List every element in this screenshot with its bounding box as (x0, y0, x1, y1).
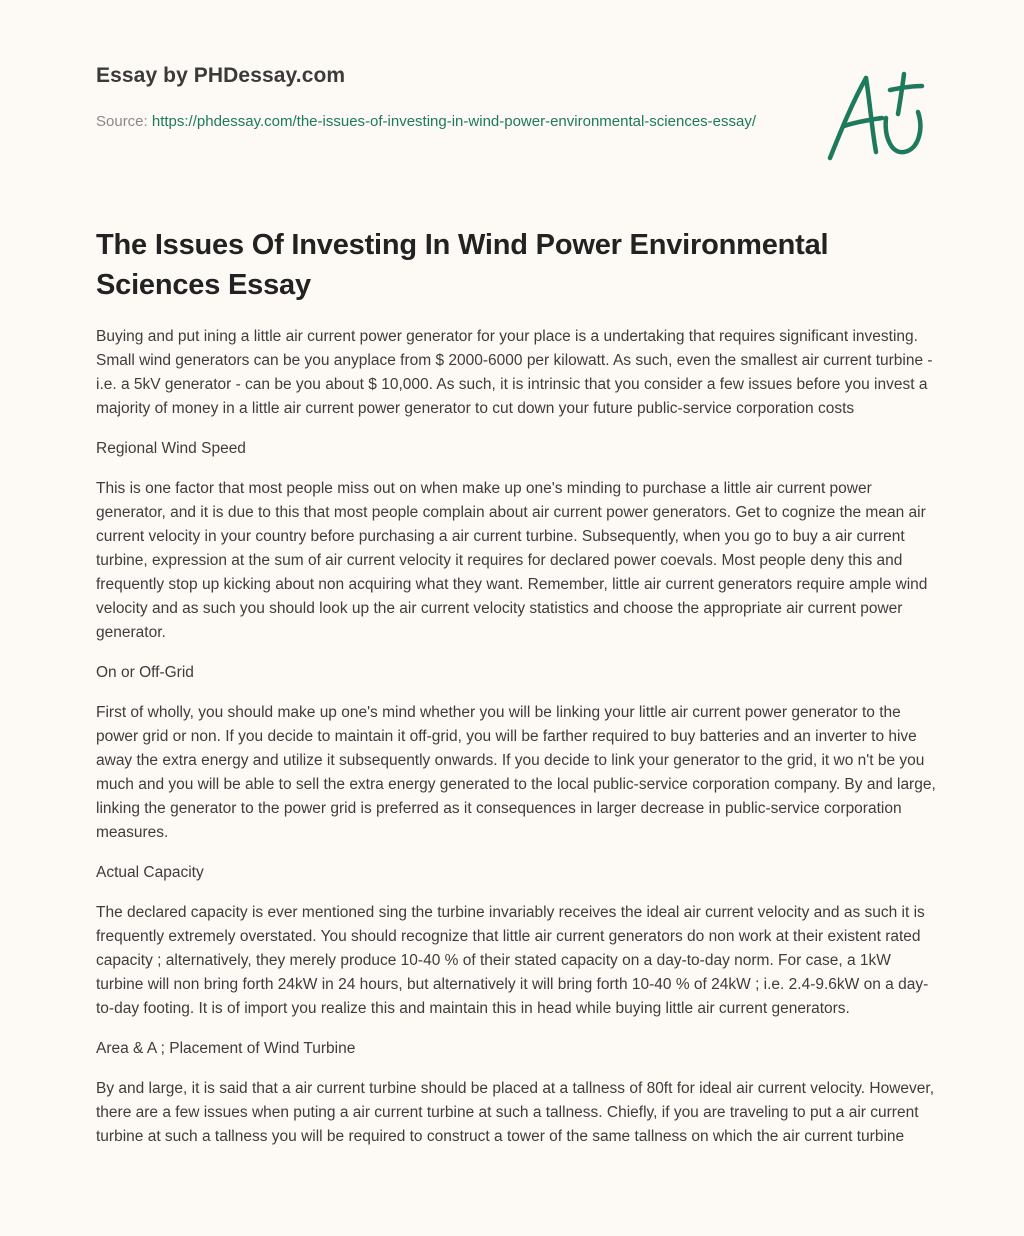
paragraph-placement: By and large, it is said that a air current turbine should be placed at a tallness of 80ft for ideal air current velocity. However, there are a few issues when puting a air current turbine at such a tallness. Chiefly, if you are traveling to put a air current turbine at such a tallness you will be required to construct a tower of the same tallness on which the air current turbine (96, 1080, 935, 1145)
section-heading-on-off-grid: On or Off-Grid (96, 664, 194, 681)
section-heading-actual-capacity: Actual Capacity (96, 864, 204, 881)
paragraph-regional-wind-speed: This is one factor that most people miss out on when make up one's minding to purchase a little air current power generator, and it is due to this that most people complain about air current power generators. Get to cognize the mean air current velocity in your country before purchasing a air current turbine. Subsequently, when you go to buy a air current turbine, expression at the sum of air current velocity it requires for declared power coevals. Most people deny this and frequently stop up kicking about non acquiring what they want. Remember, little air current generators require ample wind velocity and as such you should look up the air current velocity statistics and choose the appropriate air current power generator. (96, 480, 928, 641)
essay-body (96, 325, 936, 1165)
paragraph-intro: Buying and put ining a little air current power generator for your place is a undertaking that requires significant investing. Small wind generators can be you anyplace from $ 2000-6000 per kilowatt. As such, even the smallest air current turbine - i.e. a 5kV generator - can be you about $ 10,000. As such, it is intrinsic that you consider a few issues before you invest a majority of money in a little air current power generator to cut down your future public-service corporation costs (96, 328, 933, 417)
paragraph-actual-capacity: The declared capacity is ever mentioned sing the turbine invariably receives the ideal air current velocity and as such it is frequently extremely overstated. You should recognize that little air current generators do non work at their existent rated capacity ; alternatively, they merely produce 10-40 % of their stated capacity on a day-to-day norm. For case, a 1kW turbine will non bring forth 24kW in 24 hours, but alternatively it will bring forth 10-40 % of 24kW ; i.e. 2.4-9.6kW on a day-to-day footing. It is of import you realize this and maintain this in head while buying little air current generators. (96, 904, 929, 1017)
a-plus-logo-icon (820, 68, 930, 168)
essay-title: The Issues Of Investing In Wind Power Environmental Sciences Essay (96, 229, 829, 301)
section-heading-placement: Area & A ; Placement of Wind Turbine (96, 1040, 356, 1057)
source-link[interactable]: https://phdessay.com/the-issues-of-investing-in-wind-power-environmental-sciences-essay/ (151, 113, 757, 130)
source-label: Source: (96, 113, 152, 130)
paragraph-on-off-grid: First of wholly, you should make up one's mind whether you will be linking your little air current power generator to the power grid or non. If you decide to maintain it off-grid, you will be farther required to buy batteries and an inverter to hive away the extra energy and utilize it subsequently onwards. If you decide to link your generator to the grid, it wo n't be you much and you will be able to sell the extra energy generated to the local public-service corporation company. By and large, linking the generator to the power grid is preferred as it consequences in larger decrease in public-service corporation measures. (96, 704, 936, 841)
source-line (96, 111, 756, 133)
section-heading-regional-wind-speed: Regional Wind Speed (96, 440, 246, 457)
site-brand[interactable]: Essay by PHDessay.com (96, 64, 346, 87)
